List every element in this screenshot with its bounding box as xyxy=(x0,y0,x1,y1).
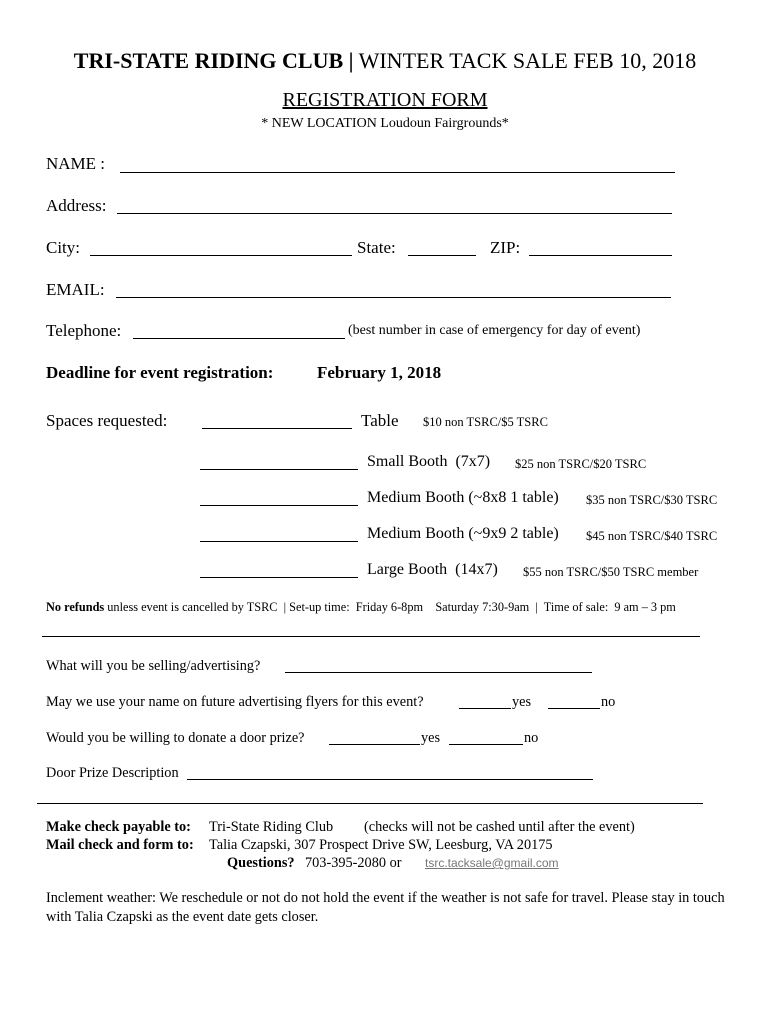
mail-address: Talia Czapski, 307 Prospect Drive SW, Leesburg, VA 20175 xyxy=(209,837,553,853)
city-field[interactable] xyxy=(90,255,352,256)
telephone-label: Telephone: xyxy=(46,321,122,340)
event-name: WINTER TACK SALE FEB 10, 2018 xyxy=(353,48,697,73)
page-title xyxy=(0,48,770,74)
flyers-yes-label: yes xyxy=(512,694,532,710)
flyers-question: May we use your name on future advertising flyers for this event? xyxy=(46,694,424,710)
zip-field[interactable] xyxy=(529,255,672,256)
option-name-large-booth: Large Booth (14x7) xyxy=(367,561,498,578)
name-field[interactable] xyxy=(120,172,675,173)
selling-question: What will you be selling/advertising? xyxy=(46,658,261,674)
policy-line xyxy=(46,600,676,615)
flyers-no-field[interactable] xyxy=(548,708,600,709)
option-name-medium-booth-1: Medium Booth (~8x8 1 table) xyxy=(367,489,559,506)
option-price-table: $10 non TSRC/$5 TSRC xyxy=(423,415,548,429)
section-divider-1 xyxy=(42,636,700,637)
option-price-medium-booth-1: $35 non TSRC/$30 TSRC xyxy=(586,493,718,507)
medium-booth-2-qty-field[interactable] xyxy=(200,541,358,542)
flyers-no-label: no xyxy=(601,694,616,710)
mail-label: Mail check and form to: xyxy=(46,837,194,853)
payable-label: Make check payable to: xyxy=(46,819,191,835)
contact-phone: 703-395-2080 or xyxy=(305,855,402,871)
club-name: TRI-STATE RIDING CLUB | xyxy=(73,48,354,73)
option-name-table: Table xyxy=(361,411,399,430)
deadline-label: Deadline for event registration: xyxy=(46,363,274,382)
contact-email-link[interactable]: tsrc.tacksale@gmail.com xyxy=(425,856,559,870)
state-label: State: xyxy=(357,238,396,257)
payable-value: Tri-State Riding Club xyxy=(209,819,334,835)
donate-yes-field[interactable] xyxy=(329,744,420,745)
location-notice: * NEW LOCATION Loudoun Fairgrounds* xyxy=(261,116,509,131)
option-price-medium-booth-2: $45 non TSRC/$40 TSRC xyxy=(586,529,718,543)
option-price-small-booth: $25 non TSRC/$20 TSRC xyxy=(515,457,647,471)
inclement-weather-note: Inclement weather: We reschedule or not do not hold the event if the weather is not safe for travel. Please stay in touch with Talia Czapski as the event date gets closer. xyxy=(46,890,725,925)
spaces-label: Spaces requested: xyxy=(46,411,168,430)
deadline-date: February 1, 2018 xyxy=(317,363,442,382)
payable-note: (checks will not be cashed until after the event) xyxy=(364,819,635,835)
telephone-note: (best number in case of emergency for day of event) xyxy=(348,323,641,338)
state-field[interactable] xyxy=(408,255,476,256)
door-prize-label: Door Prize Description xyxy=(46,765,179,781)
zip-label: ZIP: xyxy=(490,238,521,257)
questions-label: Questions? xyxy=(227,855,295,871)
small-booth-qty-field[interactable] xyxy=(200,469,358,470)
door-prize-field[interactable] xyxy=(187,779,593,780)
large-booth-qty-field[interactable] xyxy=(200,577,358,578)
option-price-large-booth: $55 non TSRC/$50 TSRC member xyxy=(523,565,699,579)
donate-no-field[interactable] xyxy=(449,744,523,745)
donate-yes-label: yes xyxy=(421,730,441,746)
selling-field[interactable] xyxy=(285,672,592,673)
policy-details: unless event is cancelled by TSRC | Set-up time: Friday 6-8pm Saturday 7:30-9am | Time of sale: 9 am – 3 pm xyxy=(104,600,676,614)
table-qty-field[interactable] xyxy=(202,428,352,429)
option-name-medium-booth-2: Medium Booth (~9x9 2 table) xyxy=(367,525,559,542)
email-label: EMAIL: xyxy=(46,280,105,299)
name-label: NAME : xyxy=(46,154,106,173)
option-name-small-booth: Small Booth (7x7) xyxy=(367,453,491,470)
donate-question: Would you be willing to donate a door prize? xyxy=(46,730,305,746)
section-divider-2 xyxy=(37,803,703,804)
flyers-yes-field[interactable] xyxy=(459,708,511,709)
medium-booth-1-qty-field[interactable] xyxy=(200,505,358,506)
telephone-field[interactable] xyxy=(133,338,345,339)
no-refunds-text: No refunds xyxy=(46,600,105,614)
city-label: City: xyxy=(46,238,81,257)
email-field[interactable] xyxy=(116,297,671,298)
donate-no-label: no xyxy=(524,730,539,746)
address-label: Address: xyxy=(46,196,107,215)
address-field[interactable] xyxy=(117,213,672,214)
form-subtitle: REGISTRATION FORM xyxy=(282,89,488,111)
